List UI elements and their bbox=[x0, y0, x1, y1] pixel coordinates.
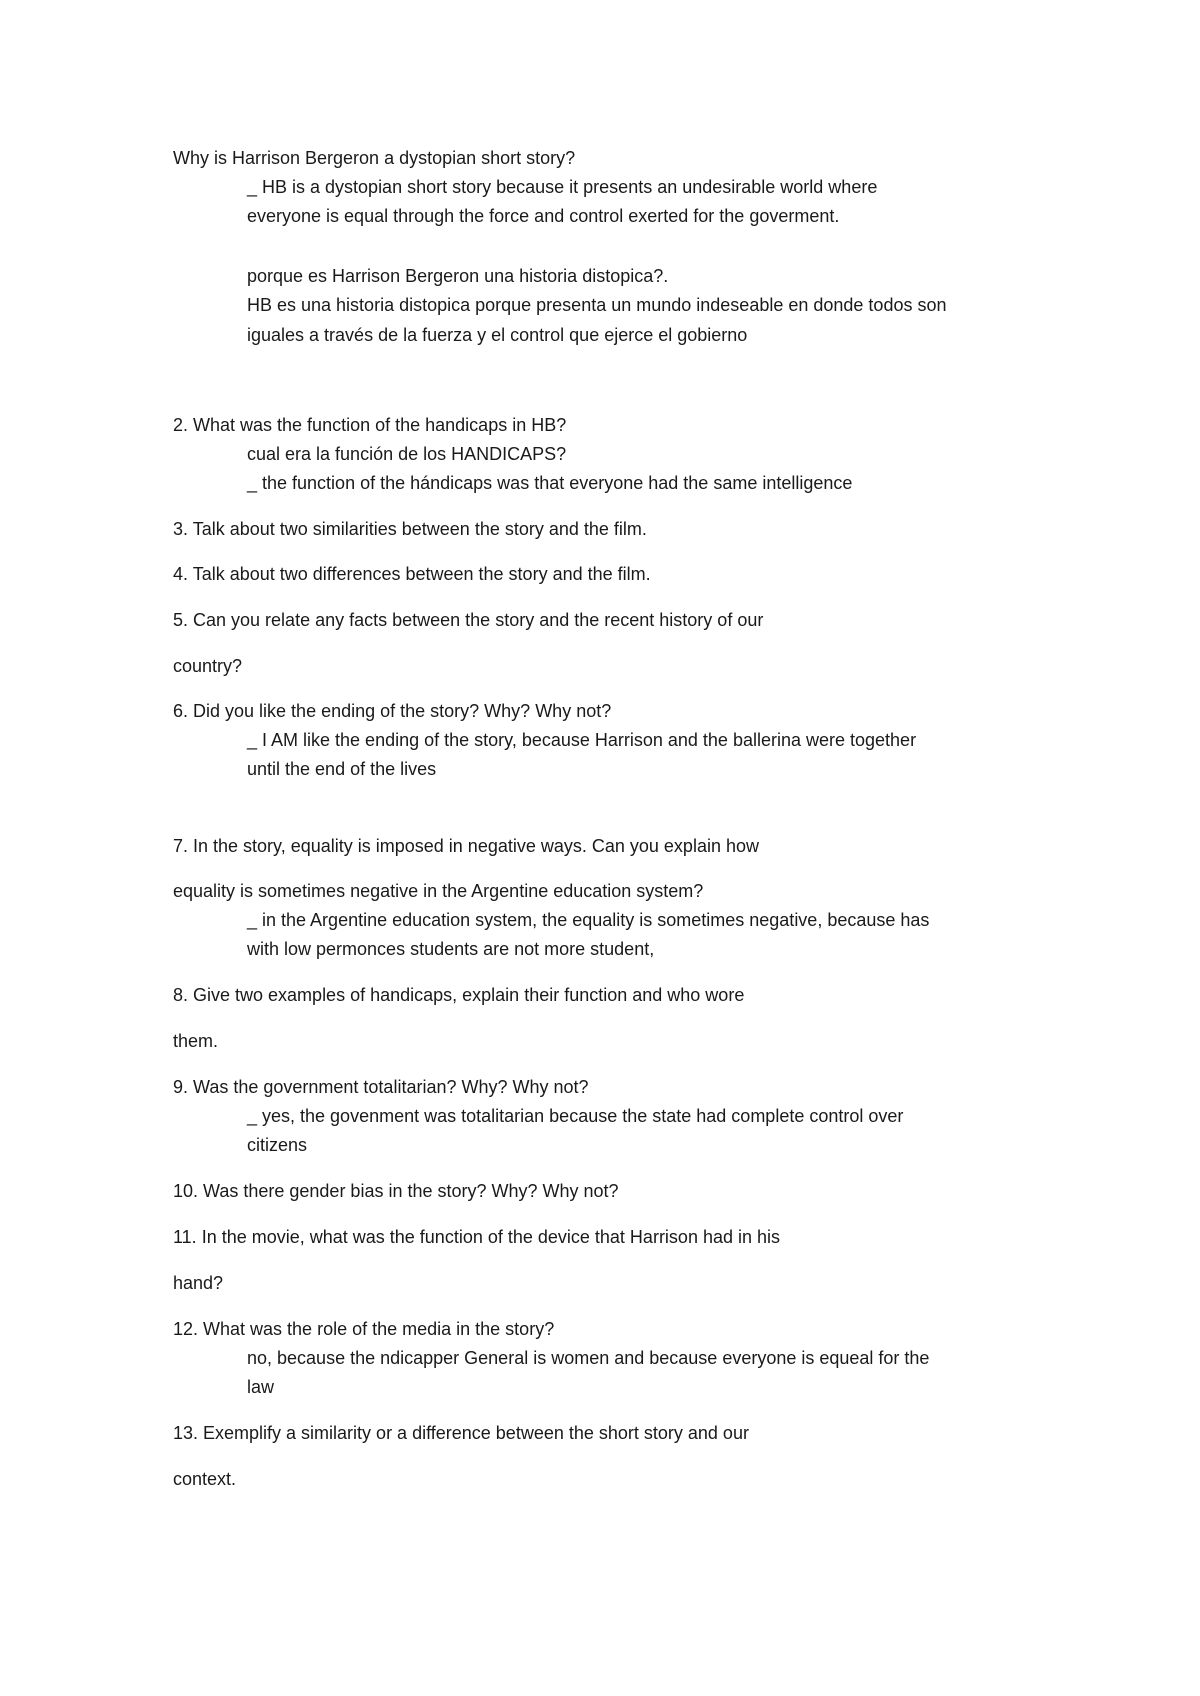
answer-line: _ I AM like the ending of the story, because Harrison and the ballerina were together bbox=[247, 730, 917, 750]
answer-line: _ the function of the hándicaps was that everyone had the same intelligence bbox=[247, 473, 853, 493]
answer-line: iguales a través de la fuerza y el control que ejerce el gobierno bbox=[247, 325, 748, 345]
answer-line: everyone is equal through the force and control exerted for the goverment. bbox=[247, 206, 840, 226]
question-intro: Why is Harrison Bergeron a dystopian short story? bbox=[173, 148, 576, 168]
question-12: 12. What was the role of the media in the story? bbox=[173, 1319, 555, 1339]
answer-line: citizens bbox=[247, 1135, 308, 1155]
question-13-continued: context. bbox=[173, 1469, 237, 1489]
answer-line: _ in the Argentine education system, the equality is sometimes negative, because has bbox=[247, 910, 930, 930]
question-7-continued: equality is sometimes negative in the Argentine education system? bbox=[173, 881, 704, 901]
question-10: 10. Was there gender bias in the story? Why? Why not? bbox=[173, 1181, 619, 1201]
question-9: 9. Was the government totalitarian? Why? Why not? bbox=[173, 1077, 589, 1097]
question-8-continued: them. bbox=[173, 1031, 219, 1051]
answer-line: law bbox=[247, 1377, 275, 1397]
answer-line: cual era la función de los HANDICAPS? bbox=[247, 444, 567, 464]
question-11-continued: hand? bbox=[173, 1273, 224, 1293]
answer-line: with low permonces students are not more student, bbox=[247, 939, 655, 959]
question-8: 8. Give two examples of handicaps, explain their function and who wore bbox=[173, 985, 745, 1005]
answer-line: HB es una historia distopica porque presenta un mundo indeseable en donde todos son bbox=[247, 295, 947, 315]
answer-line: until the end of the lives bbox=[247, 759, 437, 779]
question-5: 5. Can you relate any facts between the story and the recent history of our bbox=[173, 610, 764, 630]
question-11: 11. In the movie, what was the function of the device that Harrison had in his bbox=[173, 1227, 781, 1247]
question-6: 6. Did you like the ending of the story? Why? Why not? bbox=[173, 701, 612, 721]
question-4: 4. Talk about two differences between the story and the film. bbox=[173, 564, 651, 584]
question-13: 13. Exemplify a similarity or a difference between the short story and our bbox=[173, 1423, 749, 1443]
answer-line: porque es Harrison Bergeron una historia distopica?. bbox=[247, 266, 669, 286]
answer-line: _ yes, the govenment was totalitarian because the state had complete control over bbox=[247, 1106, 904, 1126]
answer-line: _ HB is a dystopian short story because it presents an undesirable world where bbox=[247, 177, 878, 197]
question-7: 7. In the story, equality is imposed in negative ways. Can you explain how bbox=[173, 836, 759, 856]
question-5-continued: country? bbox=[173, 656, 243, 676]
answer-line: no, because the ndicapper General is women and because everyone is equeal for the bbox=[247, 1348, 930, 1368]
question-2: 2. What was the function of the handicaps in HB? bbox=[173, 415, 567, 435]
question-3: 3. Talk about two similarities between the story and the film. bbox=[173, 519, 647, 539]
